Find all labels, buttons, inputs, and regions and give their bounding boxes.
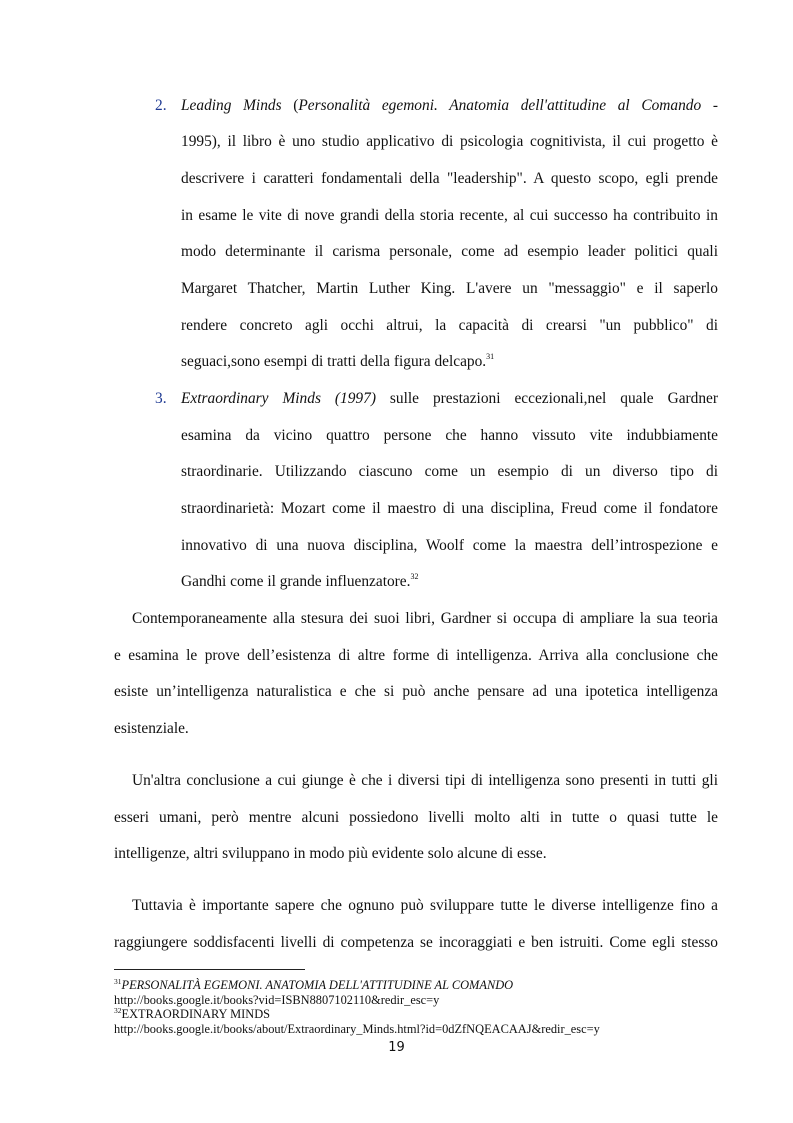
list-item-3-line: straordinarie. Utilizzando ciascuno come un esempio di un diverso tipo di: [181, 463, 718, 480]
paragraph-1-first-line: Contemporaneamente alla stesura dei suoi libri, Gardner si occupa di ampliare la sua teoria: [132, 610, 718, 627]
footnote-31-title: $^{31}$PERSONALITÀ EGEMONI. ANATOMIA DELL'ATTITUDINE AL COMANDO: [114, 977, 514, 992]
page-number: 19: [388, 1040, 405, 1055]
list-item-2-line: 1995), il libro è uno studio applicativo di psicologia cognitivista, il cui progetto è: [181, 133, 718, 150]
footnote-number-32: 32: [114, 1006, 122, 1015]
footnote-ref-32[interactable]: 32: [410, 572, 419, 581]
footnote-number-31: 31: [114, 977, 122, 986]
list-item-2-line: Margaret Thatcher, Martin Luther King. L'avere un "messaggio" e il saperlo: [181, 280, 718, 297]
footnote-31-url[interactable]: http://books.google.it/books?vid=ISBN8807102110&redir_esc=y: [114, 993, 440, 1007]
list-item-2-line: rendere concreto agli occhi altrui, la capacità di crearsi "un pubblico" di: [181, 317, 718, 334]
paragraph-3-line: raggiungere soddisfacenti livelli di competenza se incoraggiati e ben istruiti. Come egli stesso: [114, 934, 718, 951]
list-item-3-line: straordinarietà: Mozart come il maestro di una disciplina, Freud come il fondatore: [181, 500, 718, 517]
list-item-2-line: modo determinante il carisma personale, come ad esempio leader politici quali: [181, 243, 718, 260]
paragraph-1-last-line: esistenziale.: [114, 720, 189, 737]
paragraph-1-line: esiste un’intelligenza naturalistica e che si può anche pensare ad una ipotetica intelligenza: [114, 683, 718, 700]
footnote-ref-31[interactable]: 31: [486, 352, 495, 361]
footnote-32-url[interactable]: http://books.google.it/books/about/Extraordinary_Minds.html?id=0dZfNQEACAAJ&redir_esc=y: [114, 1022, 600, 1036]
list-item-3-last-line: Gandhi come il grande influenzatore.$^{32}$: [181, 572, 419, 590]
paragraph-2-line: esseri umani, però mentre alcuni possiedono livelli molto alti in tutte o quasi tutte le: [114, 809, 718, 826]
list-item-2-first-line: Leading Minds (Personalità egemoni. Anatomia dell'attitudine al Comando -: [181, 97, 718, 114]
footnote-separator: [114, 969, 305, 970]
book-title-extraordinary-minds: Extraordinary Minds (1997): [181, 390, 376, 407]
list-item-3-first-line: Extraordinary Minds (1997) sulle prestazioni eccezionali,nel quale Gardner: [181, 390, 718, 407]
footnote-32-title: $^{32}$EXTRAORDINARY MINDS: [114, 1006, 271, 1021]
paragraph-2-last-line: intelligenze, altri sviluppano in modo più evidente solo alcune di esse.: [114, 845, 547, 862]
list-item-3-line: esamina da vicino quattro persone che hanno vissuto vite indubbiamente: [181, 427, 718, 444]
list-item-2-line: in esame le vite di nove grandi della storia recente, al cui successo ha contribuito in: [181, 207, 718, 224]
paragraph-1-line: e esamina le prove dell’esistenza di altre forme di intelligenza. Arriva alla conclusione che: [114, 647, 718, 664]
list-number-3: 3.: [155, 390, 167, 407]
book-title-leading-minds: Leading Minds: [181, 97, 282, 114]
list-item-2-last-line: seguaci,sono esempi di tratti della figura delcapo.$^{31}$: [181, 352, 495, 370]
paragraph-2-first-line: Un'altra conclusione a cui giunge è che i diversi tipi di intelligenza sono presenti in tutti gli: [132, 772, 718, 789]
list-item-2-line: descrivere i caratteri fondamentali della "leadership". A questo scopo, egli prende: [181, 170, 718, 187]
list-item-3-line: innovativo di una nuova disciplina, Woolf come la maestra dell’introspezione e: [181, 537, 718, 554]
book-subtitle-personalita-egemoni: Personalità egemoni. Anatomia dell'attitudine al Comando: [298, 97, 702, 114]
list-number-2: 2.: [155, 97, 167, 114]
paragraph-3-first-line: Tuttavia è importante sapere che ognuno può sviluppare tutte le diverse intelligenze fino a: [132, 897, 718, 914]
